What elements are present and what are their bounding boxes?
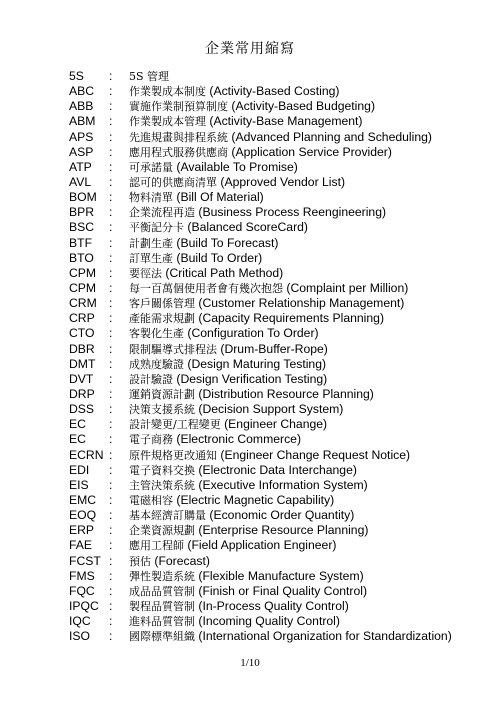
list-item — [69, 69, 489, 84]
english-term: (Configuration To Order) — [187, 326, 319, 341]
separator: : — [109, 523, 113, 538]
abbreviation: ISO — [69, 629, 90, 644]
separator: : — [109, 598, 113, 613]
chinese-term: 作業製成本制度 — [129, 85, 206, 99]
english-term: (Build To Forecast) — [176, 235, 279, 250]
chinese-term: 製程品質管制 — [129, 599, 195, 613]
abbreviation: EOQ — [69, 508, 97, 523]
list-item — [69, 599, 489, 614]
list-item — [69, 629, 489, 644]
abbreviation: EIS — [69, 477, 89, 492]
definition — [129, 357, 489, 372]
chinese-term: 客製化生產 — [129, 327, 184, 341]
abbreviation: ATP — [69, 159, 92, 174]
list-item — [69, 569, 489, 584]
chinese-term: 預估 — [129, 554, 151, 568]
separator: : — [109, 235, 113, 250]
definition — [129, 69, 489, 84]
list-item — [69, 266, 489, 281]
chinese-term: 決策支援系統 — [129, 403, 195, 417]
chinese-term: 限制驅導式排程法 — [129, 342, 217, 356]
definition — [129, 508, 489, 523]
chinese-term: 5S 管理 — [129, 70, 170, 83]
chinese-term: 電磁相容 — [129, 493, 173, 507]
english-term: (Activity-Based Budgeting) — [231, 99, 375, 114]
separator: : — [109, 538, 113, 553]
page-number: 1/10 — [240, 657, 260, 669]
abbreviation: DSS — [69, 402, 95, 417]
page-title: 企業常用縮寫 — [205, 41, 295, 57]
english-term: (Balanced ScoreCard) — [187, 220, 308, 235]
chinese-term: 計劃生產 — [129, 236, 173, 250]
list-item — [69, 508, 489, 523]
english-term: (Decision Support System) — [198, 402, 344, 417]
definition — [129, 538, 489, 553]
chinese-term: 進料品質管制 — [129, 615, 195, 629]
definition — [129, 205, 489, 220]
abbreviation: ABM — [69, 114, 96, 129]
abbreviation-list — [69, 69, 489, 644]
definition — [129, 569, 489, 584]
abbreviation: DVT — [69, 371, 94, 386]
abbreviation: FMS — [69, 568, 95, 583]
chinese-term: 訂單生產 — [129, 251, 173, 265]
separator: : — [109, 220, 113, 235]
chinese-term: 每一百萬個使用者會有幾次抱怨 — [129, 281, 283, 295]
definition — [129, 160, 489, 175]
chinese-term: 電子資料交換 — [129, 463, 195, 477]
separator: : — [109, 508, 113, 523]
chinese-term: 成熟度驗證 — [129, 357, 184, 371]
chinese-term: 國際標準組織 — [129, 630, 195, 644]
definition — [129, 236, 489, 251]
english-term: (In-Process Quality Control) — [198, 598, 349, 613]
abbreviation: BTF — [69, 235, 93, 250]
list-item — [69, 190, 489, 205]
separator: : — [109, 129, 113, 144]
separator: : — [109, 159, 113, 174]
list-item — [69, 160, 489, 175]
chinese-term: 設計驗證 — [129, 372, 173, 386]
english-term: (Application Service Provider) — [231, 144, 392, 159]
definition — [129, 614, 489, 629]
separator: : — [109, 114, 113, 129]
list-item — [69, 84, 489, 99]
chinese-term: 可承諾量 — [129, 160, 173, 174]
english-term: (Incoming Quality Control) — [198, 614, 340, 629]
separator: : — [109, 265, 113, 280]
separator: : — [109, 371, 113, 386]
chinese-term: 企業資源規劃 — [129, 524, 195, 538]
separator: : — [109, 477, 113, 492]
list-item — [69, 236, 489, 251]
abbreviation: CPM — [69, 265, 97, 280]
english-term: (Engineer Change Request Notice) — [220, 447, 411, 462]
abbreviation: IQC — [69, 614, 91, 629]
english-term: (Available To Promise) — [176, 159, 298, 174]
abbreviation: FCST — [69, 553, 101, 568]
abbreviation: FQC — [69, 583, 95, 598]
english-term: (Flexible Manufacture System) — [198, 568, 364, 583]
list-item — [69, 281, 489, 296]
abbreviation: AVL — [69, 174, 92, 189]
chinese-term: 原件規格更改通知 — [129, 448, 217, 462]
definition — [129, 114, 489, 129]
separator: : — [109, 250, 113, 265]
abbreviation: ABB — [69, 99, 94, 114]
separator: : — [109, 402, 113, 417]
definition — [129, 220, 489, 235]
abbreviation: 5S — [69, 69, 84, 83]
list-item — [69, 205, 489, 220]
abbreviation: EC — [69, 432, 86, 447]
english-term: (Electric Magnetic Capability) — [176, 492, 335, 507]
definition — [129, 599, 489, 614]
chinese-term: 產能需求規劃 — [129, 312, 195, 326]
definition — [129, 190, 489, 205]
definition — [129, 554, 489, 569]
abbreviation: EC — [69, 417, 86, 432]
list-item — [69, 99, 489, 114]
definition — [129, 523, 489, 538]
separator: : — [109, 99, 113, 114]
list-item — [69, 342, 489, 357]
list-item — [69, 175, 489, 190]
definition — [129, 448, 489, 463]
english-term: (Electronic Data Interchange) — [198, 462, 357, 477]
abbreviation: BSC — [69, 220, 95, 235]
definition — [129, 251, 489, 266]
chinese-term: 平衡記分卡 — [129, 221, 184, 235]
abbreviation: APS — [69, 129, 94, 144]
separator: : — [109, 614, 113, 629]
chinese-term: 先進規畫與排程系統 — [129, 130, 228, 144]
definition — [129, 326, 489, 341]
list-item — [69, 251, 489, 266]
english-term: (Advanced Planning and Scheduling) — [231, 129, 432, 144]
list-item — [69, 523, 489, 538]
separator: : — [109, 326, 113, 341]
english-term: (Customer Relationship Management) — [198, 296, 405, 311]
english-term: (Enterprise Resource Planning) — [198, 523, 369, 538]
list-item — [69, 493, 489, 508]
abbreviation: CTO — [69, 326, 95, 341]
definition — [129, 372, 489, 387]
chinese-term: 電子商務 — [129, 433, 173, 447]
list-item — [69, 387, 489, 402]
english-term: (Finish or Final Quality Control) — [198, 583, 368, 598]
abbreviation: EMC — [69, 492, 97, 507]
chinese-term: 實施作業制預算制度 — [129, 100, 228, 114]
definition — [129, 584, 489, 599]
abbreviation: BOM — [69, 190, 97, 205]
english-term: (Build To Order) — [176, 250, 263, 265]
english-term: (Engineer Change) — [224, 417, 328, 432]
definition — [129, 387, 489, 402]
list-item — [69, 463, 489, 478]
chinese-term: 要徑法 — [129, 266, 162, 280]
definition — [129, 145, 489, 160]
definition — [129, 342, 489, 357]
chinese-term: 成品品質管制 — [129, 584, 195, 598]
separator: : — [109, 69, 113, 83]
chinese-term: 設計變更/工程變更 — [129, 418, 221, 432]
abbreviation: ECRN — [69, 447, 104, 462]
list-item — [69, 432, 489, 447]
separator: : — [109, 629, 113, 644]
abbreviation: CRM — [69, 296, 97, 311]
english-term: (Design Maturing Testing) — [187, 356, 327, 371]
definition — [129, 432, 489, 447]
english-term: (Critical Path Method) — [165, 265, 284, 280]
english-term: (Electronic Commerce) — [176, 432, 301, 447]
english-term: (Drum-Buffer-Rope) — [220, 341, 328, 356]
list-item — [69, 311, 489, 326]
definition — [129, 402, 489, 417]
definition — [129, 281, 489, 296]
abbreviation: DBR — [69, 341, 95, 356]
english-term: (International Organization for Standardization) — [198, 629, 452, 644]
chinese-term: 基本經濟訂購量 — [129, 509, 206, 523]
english-term: (Activity-Based Costing) — [209, 84, 340, 99]
chinese-term: 應用程式服務供應商 — [129, 145, 228, 159]
english-term: (Business Process Reengineering) — [198, 205, 387, 220]
abbreviation: CRP — [69, 311, 95, 326]
separator: : — [109, 553, 113, 568]
separator: : — [109, 417, 113, 432]
separator: : — [109, 356, 113, 371]
english-term: (Field Application Engineer) — [187, 538, 337, 553]
abbreviation: ASP — [69, 144, 94, 159]
list-item — [69, 448, 489, 463]
list-item — [69, 130, 489, 145]
chinese-term: 運銷資源計劃 — [129, 387, 195, 401]
abbreviation: DMT — [69, 356, 96, 371]
list-item — [69, 584, 489, 599]
list-item — [69, 614, 489, 629]
list-item — [69, 372, 489, 387]
definition — [129, 99, 489, 114]
definition — [129, 266, 489, 281]
abbreviation: CPM — [69, 280, 97, 295]
chinese-term: 客戶關係管理 — [129, 297, 195, 311]
chinese-term: 主管決策系統 — [129, 478, 195, 492]
separator: : — [109, 462, 113, 477]
english-term: (Complaint per Million) — [286, 280, 409, 295]
english-term: (Capacity Requirements Planning) — [198, 311, 385, 326]
separator: : — [109, 144, 113, 159]
english-term: (Economic Order Quantity) — [209, 508, 355, 523]
definition — [129, 84, 489, 99]
separator: : — [109, 432, 113, 447]
chinese-term: 作業製成本管理 — [129, 115, 206, 129]
separator: : — [109, 492, 113, 507]
definition — [129, 175, 489, 190]
separator: : — [109, 190, 113, 205]
abbreviation: EDI — [69, 462, 90, 477]
list-item — [69, 538, 489, 553]
definition — [129, 311, 489, 326]
list-item — [69, 326, 489, 341]
definition — [129, 629, 489, 644]
english-term: (Design Verification Testing) — [176, 371, 328, 386]
abbreviation: BTO — [69, 250, 94, 265]
english-term: (Bill Of Material) — [176, 190, 264, 205]
definition — [129, 478, 489, 493]
list-item — [69, 220, 489, 235]
separator: : — [109, 84, 113, 99]
english-term: (Distribution Resource Planning) — [198, 386, 374, 401]
definition — [129, 463, 489, 478]
english-term: (Forecast) — [154, 553, 210, 568]
english-term: (Approved Vendor List) — [220, 174, 346, 189]
separator: : — [109, 447, 113, 462]
list-item — [69, 296, 489, 311]
abbreviation: ERP — [69, 523, 95, 538]
list-item — [69, 357, 489, 372]
list-item — [69, 417, 489, 432]
english-term: (Executive Information System) — [198, 477, 368, 492]
abbreviation: FAE — [69, 538, 93, 553]
separator: : — [109, 174, 113, 189]
chinese-term: 物料清單 — [129, 191, 173, 205]
definition — [129, 130, 489, 145]
abbreviation: ABC — [69, 84, 95, 99]
chinese-term: 認可的供應商清單 — [129, 175, 217, 189]
separator: : — [109, 280, 113, 295]
separator: : — [109, 568, 113, 583]
separator: : — [109, 583, 113, 598]
separator: : — [109, 205, 113, 220]
definition — [129, 296, 489, 311]
list-item — [69, 145, 489, 160]
separator: : — [109, 296, 113, 311]
english-term: (Activity-Base Management) — [209, 114, 363, 129]
chinese-term: 應用工程師 — [129, 539, 184, 553]
definition — [129, 493, 489, 508]
list-item — [69, 478, 489, 493]
separator: : — [109, 311, 113, 326]
definition — [129, 417, 489, 432]
separator: : — [109, 341, 113, 356]
list-item — [69, 402, 489, 417]
list-item — [69, 554, 489, 569]
separator: : — [109, 386, 113, 401]
abbreviation: BPR — [69, 205, 95, 220]
list-item — [69, 114, 489, 129]
abbreviation: IPQC — [69, 598, 99, 613]
chinese-term: 企業流程再造 — [129, 206, 195, 220]
chinese-term: 彈性製造系統 — [129, 569, 195, 583]
abbreviation: DRP — [69, 386, 95, 401]
